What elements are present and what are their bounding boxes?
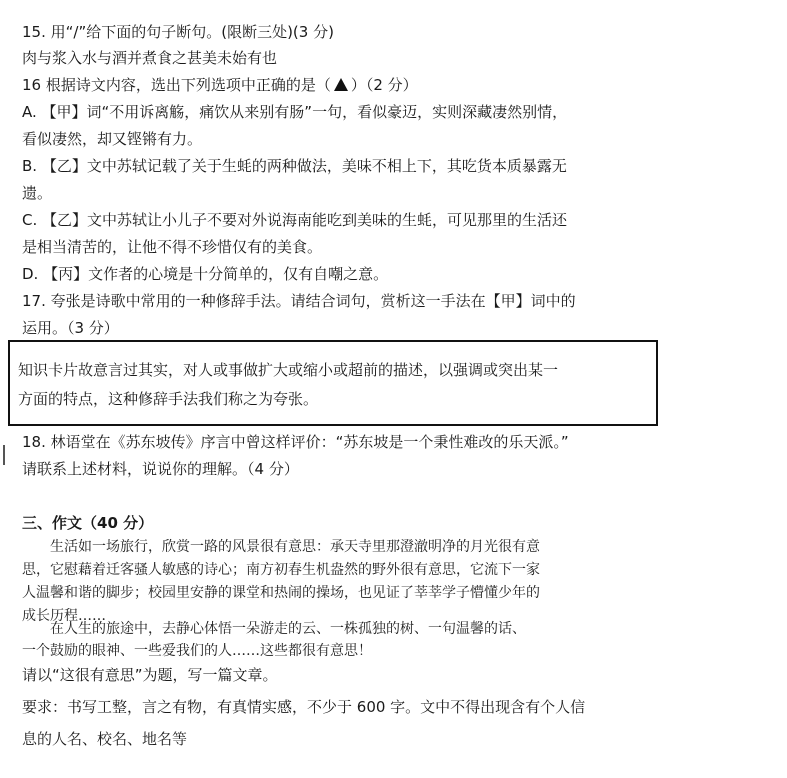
essay-prompt-line6: 一个鼓励的眼神、一些爱我们的人……这些都很有意思！ xyxy=(22,643,372,659)
question-15: 15. 用“/”给下面的句子断句。(限断三处)(3 分) xyxy=(22,23,334,41)
option-c-line1: C. 【乙】文中苏轼让小儿子不要对外说海南能吃到美味的生蚝，可见那里的生活还 xyxy=(22,211,568,229)
option-c-line2: 是相当清苦的，让他不得不珍惜仅有的美食。 xyxy=(22,238,323,256)
option-d: D. 【丙】文作者的心境是十分简单的，仅有自嘲之意。 xyxy=(22,265,389,283)
option-b-line2: 遗。 xyxy=(22,184,53,202)
question-16-prompt: 16 根据诗文内容，选出下列选项中正确的是（ xyxy=(22,76,331,94)
option-a-line1: A. 【甲】词“不用诉离觞，痛饮从来别有肠”一句，看似豪迈，实则深藏凄然别情， xyxy=(22,103,568,121)
question-17-line2: 运用。（3 分） xyxy=(22,319,119,337)
question-17-line1: 17. 夸张是诗歌中常用的一种修辞手法。请结合词句，赏析这一手法在【甲】词中的 xyxy=(22,292,576,310)
essay-requirements-line1: 要求：书写工整，言之有物，有真情实感，不少于 600 字。文中不得出现含有个人信 xyxy=(22,698,586,716)
knowledge-card-line1: 知识卡片故意言过其实，对人或事做扩大或缩小或超前的描述，以强调或突出某一 xyxy=(18,361,559,379)
essay-prompt-line5: 在人生的旅途中，去静心体悟一朵游走的云、一株孤独的树、一句温馨的话、 xyxy=(50,621,526,637)
question-16 xyxy=(22,75,418,95)
essay-heading: 三、作文（40 分） xyxy=(22,514,154,532)
essay-requirements-line2: 息的人名、校名、地名等 xyxy=(22,730,188,748)
option-b-line1: B. 【乙】文中苏轼记载了关于生蚝的两种做法，美味不相上下，其吃货本质暴露无 xyxy=(22,157,567,175)
question-18-line2: 请联系上述材料，说说你的理解。（4 分） xyxy=(22,460,299,478)
option-a-line2: 看似凄然，却又铿锵有力。 xyxy=(22,130,203,148)
essay-prompt-line4: 成长历程…… xyxy=(22,608,106,624)
margin-pen-mark xyxy=(3,445,5,465)
question-18-line1: 18. 林语堂在《苏东坡传》序言中曾这样评价：“苏东坡是一个秉性难改的乐天派。” xyxy=(22,433,569,451)
essay-prompt-line2: 思，它慰藉着迁客骚人敏感的诗心；南方初春生机盎然的野外很有意思，它流下一家 xyxy=(22,562,540,578)
answer-triangle-mark xyxy=(334,78,348,91)
question-15-sentence: 肉与浆入水与酒并煮食之甚美未始有也 xyxy=(22,49,278,67)
knowledge-card-line2: 方面的特点，这种修辞手法我们称之为夸张。 xyxy=(18,390,319,408)
knowledge-card-box xyxy=(8,340,658,426)
essay-title-instruction: 请以“这很有意思”为题，写一篇文章。 xyxy=(22,666,278,684)
essay-prompt-line1: 生活如一场旅行，欣赏一路的风景很有意思：承天寺里那澄澈明净的月光很有意 xyxy=(50,539,540,555)
question-16-points: ）（2 分） xyxy=(350,76,418,94)
essay-prompt-line3: 人温馨和谐的脚步；校园里安静的课堂和热闹的操场，也见证了莘莘学子懵懂少年的 xyxy=(22,585,540,601)
